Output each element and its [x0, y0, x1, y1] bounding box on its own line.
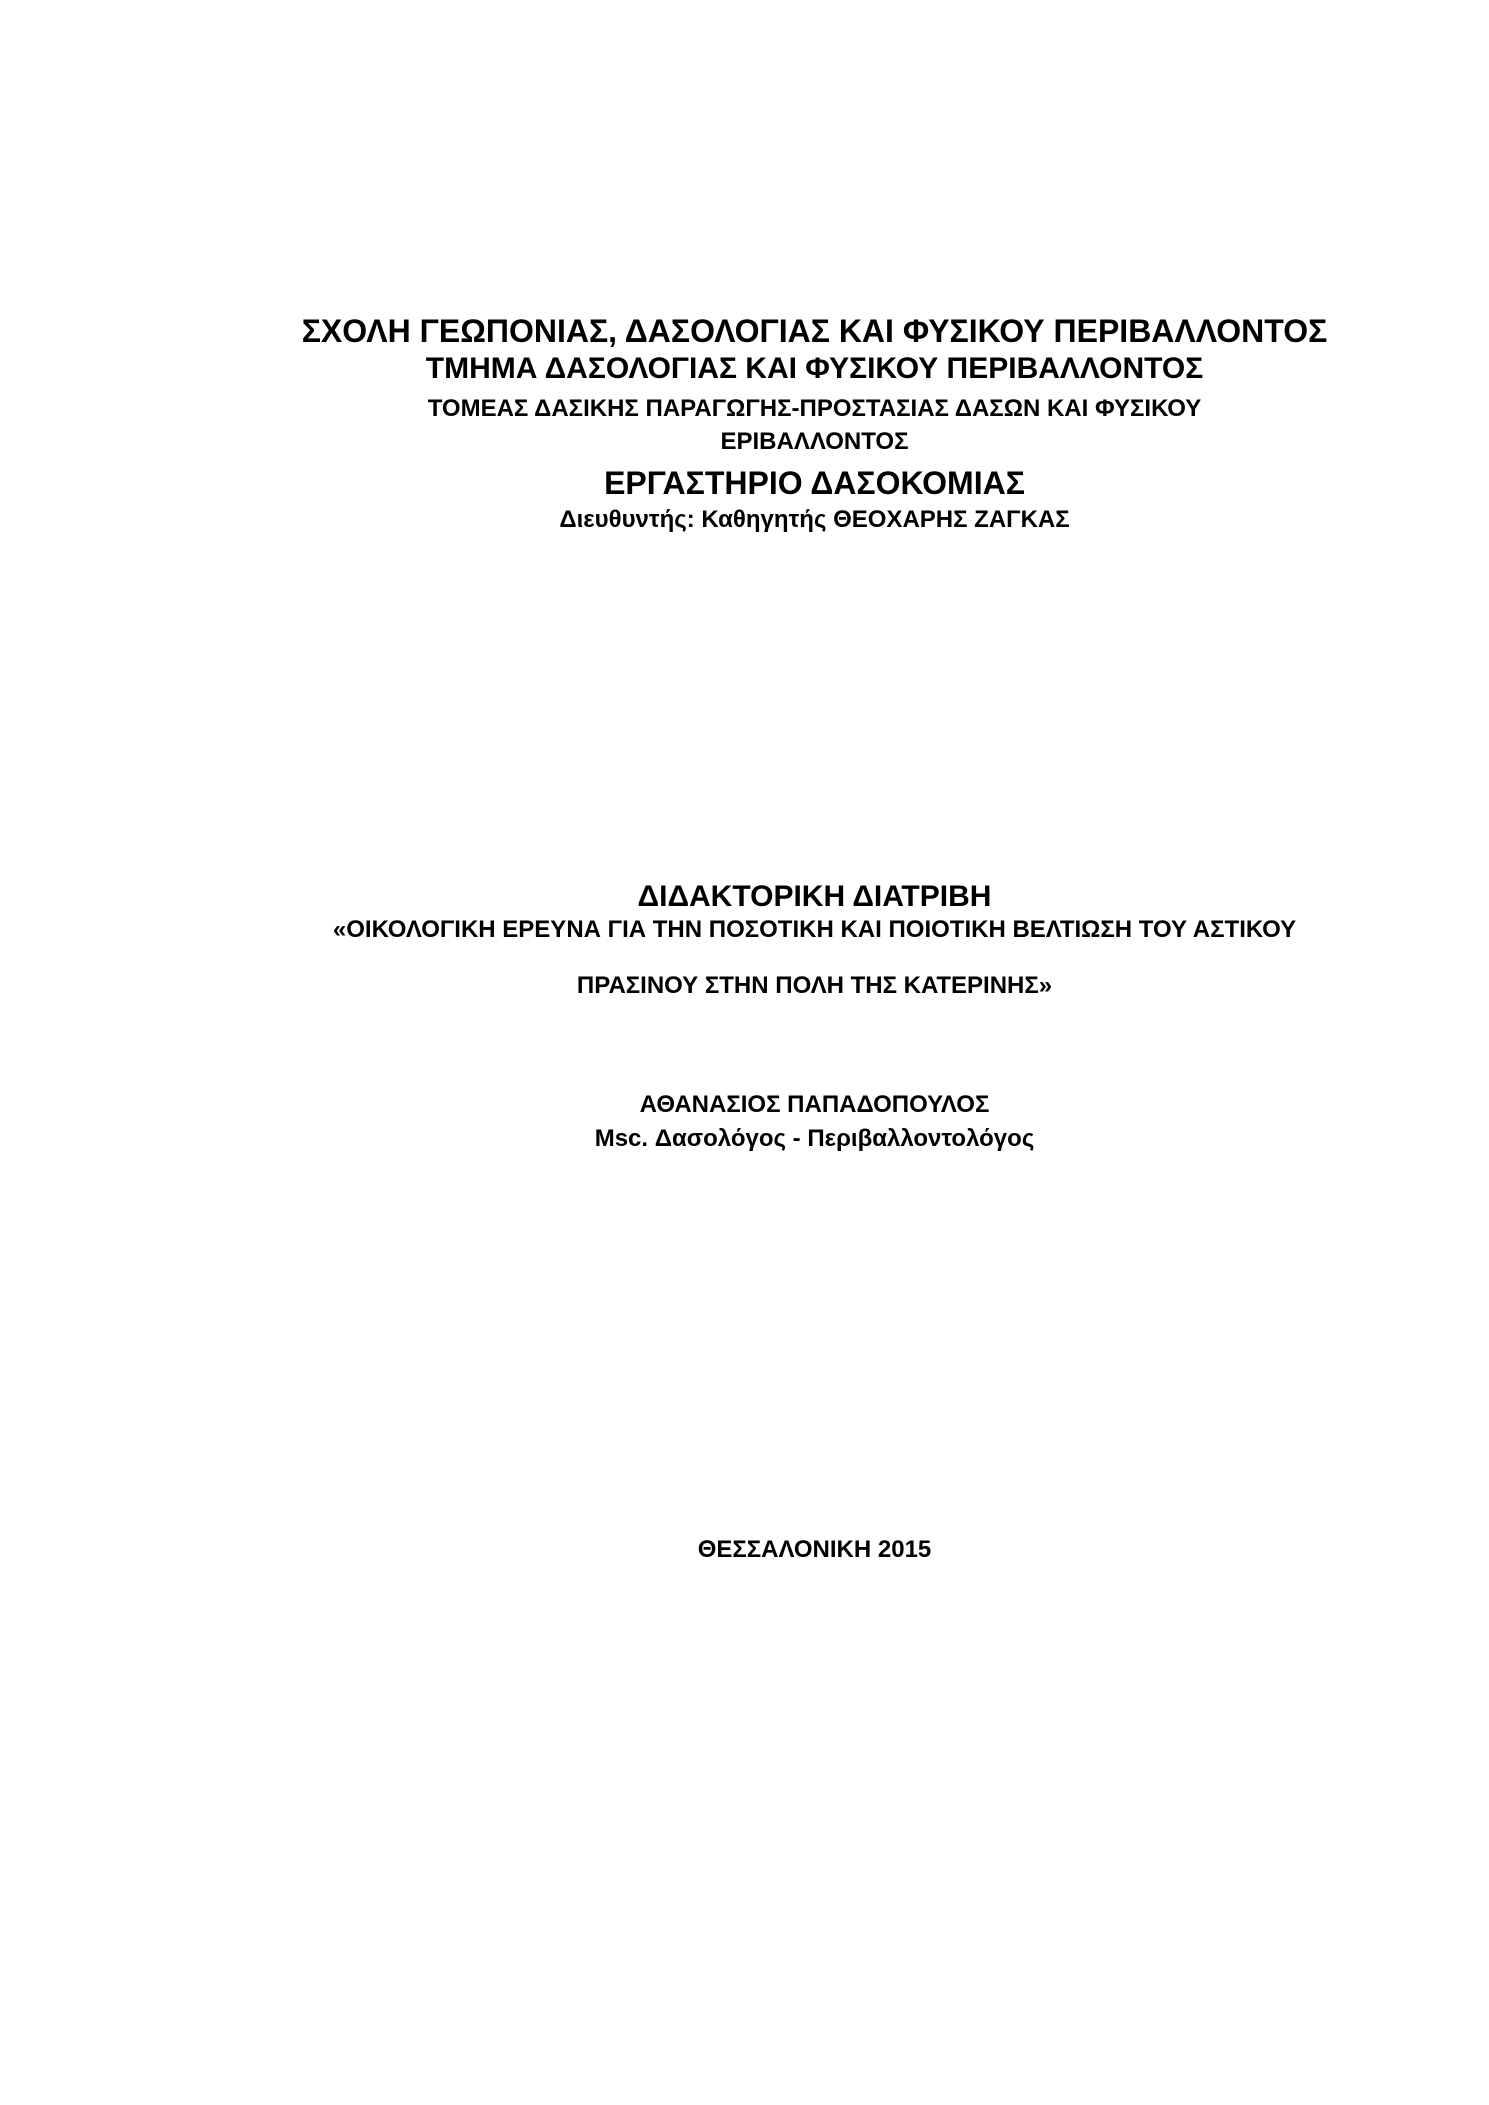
department-name: ΤΜΗΜΑ ΔΑΣΟΛΟΓΙΑΣ ΚΑΙ ΦΥΣΙΚΟΥ ΠΕΡΙΒΑΛΛΟΝΤΟΣ: [425, 352, 1204, 385]
school-name: ΣΧΟΛΗ ΓΕΩΠΟΝΙΑΣ, ΔΑΣΟΛΟΓΙΑΣ ΚΑΙ ΦΥΣΙΚΟΥ ΠΕΡΙΒΑΛΛΟΝΤΟΣ: [301, 313, 1328, 349]
thesis-title-line-2: ΠΡΑΣΙΝΟΥ ΣΤΗΝ ΠΟΛΗ ΤΗΣ ΚΑΤΕΡΙΝΗΣ»: [576, 972, 1053, 999]
thesis-title-line-1: «ΟΙΚΟΛΟΓΙΚΗ ΕΡΕΥΝΑ ΓΙΑ ΤΗΝ ΠΟΣΟΤΙΚΗ ΚΑΙ ΠΟΙΟΤΙΚΗ ΒΕΛΤΙΩΣΗ ΤΟΥ ΑΣΤΙΚΟΥ: [332, 916, 1297, 943]
author-degree: Msc. Δασολόγος - Περιβαλλοντολόγος: [594, 1125, 1035, 1152]
laboratory-name: ΕΡΓΑΣΤΗΡΙΟ ΔΑΣΟΚΟΜΙΑΣ: [604, 465, 1025, 501]
author-name: ΑΘΑΝΑΣΙΟΣ ΠΑΠΑΔΟΠΟΥΛΟΣ: [639, 1091, 990, 1118]
sector-name-line-2: ΕΡΙΒΑΛΛΟΝΤΟΣ: [720, 428, 909, 455]
sector-name-line-1: ΤΟΜΕΑΣ ΔΑΣΙΚΗΣ ΠΑΡΑΓΩΓΗΣ-ΠΡΟΣΤΑΣΙΑΣ ΔΑΣΩΝ ΚΑΙ ΦΥΣΙΚΟΥ: [427, 395, 1202, 422]
place-and-year: ΘΕΣΣΑΛΟΝΙΚΗ 2015: [697, 1536, 932, 1563]
thesis-label: ΔΙΔΑΚΤΟΡΙΚΗ ΔΙΑΤΡΙΒΗ: [637, 880, 992, 913]
director-line: Διευθυντής: Καθηγητής ΘΕΟΧΑΡΗΣ ΖΑΓΚΑΣ: [559, 506, 1070, 533]
